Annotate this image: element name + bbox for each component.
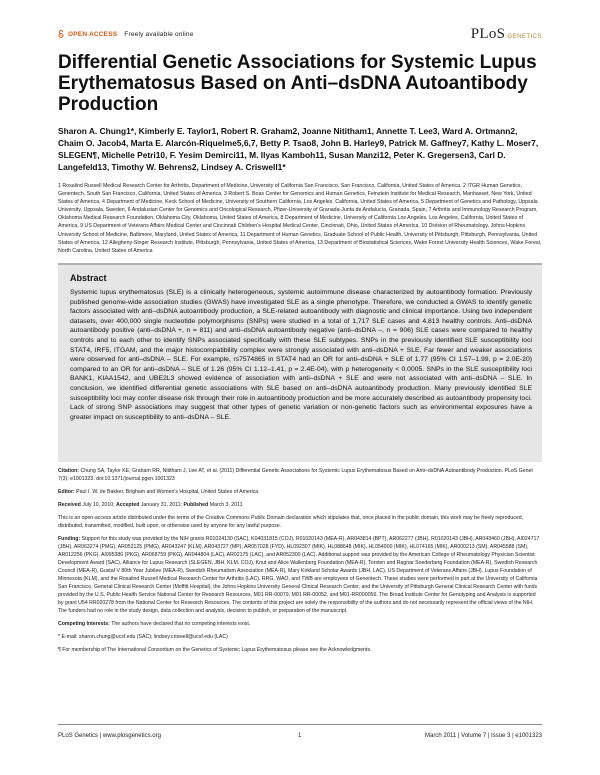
funding-text: Support for this study was provided by the NIH grants R01024130 (SAC), K04031815 (COJ), R01020143 (MEA-R), AR043814 (BPT), AR062277 (JBH), R01020143 (JBH), AR043460 (JBH), AI024717 (JBH), AR063274 (PMG), AR052125 (PMG), AR043247 (KLM), AR043727 (MP), AR057028 (FYD), HL092307 (MIK), HL088648 (MIK), HL054900 (MIK), HL074165 (MIK), AR000213 (SM), AR045588 (SM), AR012256 (PKG), AI095386 (PKG), AR068759 (PKG), AR044804 (LAC), AR02175 (LAC), and AR052300 (LAC). Additional support was provided by the American College of Rheumatology Physician Scientist Development Award (SAC), Alliance for Lupus Research (SLEGEN, JBH, KLM, COJ), Knut and Alice Wallenberg Foundation (MEA-R), Torsten and Ragnar Soederberg Foundation (MEA-R), Swedish Research Council (MEA-R), Gustaf V 80th Year Jubilee (MEA-R), Swedish Rheumatism Association (MEA-R), Mary Kirkland Scholar Awards (JBH, LAC), US Department of Veterans Affairs (JBH), Lupus Foundation of Minnesota (KLM), and the Rosalind Russell Medical Research Center for Arthritis (LAC). RRG, WAO, and TWB are employees of Genentech. These studies were performed in part at the University of California San Francisco, General Clinical Research Center (Moffitt Hospital), the Johns Hopkins University General Clinical Research Center, and the University of Pittsburgh General Clinical Research Center with funds provided by the U.S. Public Health Service National Center for Research Resources, M01 RR-00079, M01 RR-00052, and M01-RR000056. The Broad Institute Center for Genotyping and Analysis is supported by grant U54 RR020278 from the National Center for Research Resources. The contents of this project are solely the responsibility of the authors and do not necessarily represent the official views of the NIH. The funders had no role in the study design, data collection and analysis, decision to publish, or preparation of the manuscript. bbox=[58, 536, 540, 614]
published-label: Published bbox=[183, 502, 209, 508]
abstract-box bbox=[58, 263, 542, 462]
open-access-badge bbox=[58, 30, 194, 38]
competing-interests bbox=[58, 620, 542, 628]
article-metadata bbox=[58, 467, 542, 659]
affiliations: 1 Rosalind Russell Medical Research Center for Arthritis, Department of Medicine, University of California San Francisco, San Francisco, California, United States of America, 2 ITGR Human Genetics, Genentech, South San Francisco, California, United States of America, 3 Robert S. Boas Center for Genomics and Human Genetics, Feinstein Institute for Medical Research, Manhasset, New York, United States of America, 4 Department of Medicine, Keck School of Medicine, University of Southern California, Los Angeles, California, United States of America, 5 Department of Genetics and Pathology, Uppsala University, Uppsala, Sweden, 6 Andalusian Center for Genomics and Oncological Research, Pfizer-University of Granada-Junta de Andalucía, Granada, Spain, 7 Arthritis and Immunology Research Program, Oklahoma Medical Research Foundation, Oklahoma City, Oklahoma, United States of America, 8 Department of Medicine, University of California Los Angeles, Los Angeles, California, United States of America, 9 US Department of Veterans Affairs Medical Center and Cincinnati Children's Hospital Medical Center, Cincinnati, Ohio, United States of America, 10 Division of Rheumatology, Johns Hopkins University School of Medicine, Baltimore, Maryland, United States of America, 11 Department of Human Genetics, Graduate School of Public Health, University of Pittsburgh, Pittsburgh, Pennsylvania, United States of America, 12 Allegheny-Singer Research Institute, Pittsburgh, Pennsylvania, United States of America, 13 Department of Biostatistical Sciences, Wake Forest University Health Sciences, Wake Forest, North Carolina, United States of America bbox=[58, 183, 542, 254]
open-lock-icon bbox=[58, 30, 64, 38]
author-list: Sharon A. Chung1*, Kimberly E. Taylor1, Robert R. Graham2, Joanne Nititham1, Annette T. Lee3, Ward A. Ortmann2, Chaim O. Jacob4, Marta E. Alarcón-Riquelme5,6,7, Betty P. Tsao8, John B. Harley9, Patrick M. Gaffney7, Kathy L. Moser7, SLEGEN¶, Michelle Petri10, F. Yesim Demirci11, M. Ilyas Kamboh11, Susan Manzi12, Peter K. Gregersen3, Carl D. Langefeld13, Timothy W. Behrens2, Lindsey A. Criswell1* bbox=[58, 126, 539, 172]
editor-text: Paul I. W. de Bakker, Brigham and Women's Hospital, United States of America bbox=[76, 489, 259, 495]
funding bbox=[58, 535, 542, 615]
open-access-label: OPEN ACCESS bbox=[68, 30, 118, 38]
article-title: Differential Genetic Associations for Systemic Lupus Erythematosus Based on Anti–dsDNA Autoantibody Production bbox=[58, 52, 537, 115]
accepted-label: Accepted bbox=[116, 502, 140, 508]
page-number: 1 bbox=[298, 733, 302, 739]
editor bbox=[58, 488, 542, 496]
journal-header bbox=[58, 26, 542, 42]
footer-issue: March 2011 | Volume 7 | Issue 3 | e1001323 bbox=[425, 733, 542, 739]
accepted-date: January 31, 2011; bbox=[140, 502, 182, 508]
received-label: Received bbox=[58, 502, 81, 508]
license-text: This is an open-access article distributed under the terms of the Creative Commons Public Domain declaration which stipulates that, once placed in the public domain, this work may be freely reproduced, distributed, transmitted, modified, built upon, or otherwise used by anyone for any lawful purpose. bbox=[58, 515, 524, 529]
competing-text: The authors have declared that no competing interests exist. bbox=[111, 621, 251, 627]
abstract-heading: Abstract bbox=[70, 273, 107, 283]
competing-label: Competing Interests: bbox=[58, 621, 110, 627]
membership-note: ¶ For membership of The International Consortium on the Genetics of Systemic Lupus Erythematosus please see the Acknowledgments. bbox=[58, 647, 372, 653]
funding-label: Funding: bbox=[58, 536, 81, 542]
published-date: March 3, 2011 bbox=[209, 502, 243, 508]
citation bbox=[58, 467, 542, 483]
journal-logo bbox=[471, 26, 542, 43]
abstract-text: Systemic lupus erythematosus (SLE) is a clinically heterogeneous, systemic autoimmune disease characterized by autoantibody formation. Previously published genome-wide association studies (GWAS) have investigated SLE as a single phenotype. Therefore, we conducted a GWAS to identify genetic factors associated with anti–dsDNA autoantibody production, a SLE-related autoantibody with diagnostic and clinical importance. Using two independent datasets, over 400,000 single nucleotide polymorphisms (SNPs) were studied in a total of 1,717 SLE cases and 4,813 healthy controls. Anti–dsDNA autoantibody positive (anti–dsDNA +, n = 811) and anti–dsDNA autoantibody negative (anti–dsDNA –, n = 906) SLE cases were compared to healthy controls and to each other to identify SNPs associated specifically with these SLE subtypes. SNPs in the previously identified SLE susceptibility loci STAT4, IRF5, ITGAM, and the major histocompatibility complex were strongly associated with anti–dsDNA + SLE. Far fewer and weaker associations were observed for anti–dsDNA – SLE. For example, rs7574865 in STAT4 had an OR for anti–dsDNA + SLE of 1.77 (95% CI 1.57–1.99, p = 2.0E-20) compared to an OR for anti–dsDNA – SLE of 1.26 (95% CI 1.12–1.41, p = 2.4E-04), with p heterogeneity < 0.0005. SNPs in the SLE susceptibility loci BANK1, KIAA1542, and UBE2L3 showed evidence of association with anti–dsDNA + SLE and were not associated with anti–dsDNA – SLE. In conclusion, we identified differential genetic associations with SLE based on anti–dsDNA autoantibody production. Many previously identified SLE susceptibility loci may confer disease risk through their role in autoantibody production and be more accurately described as autoantibody propensity loci. Lack of strong SNP associations may suggest that other types of genetic variation or non-genetic factors such as environmental exposures have a greater impact on susceptibility to anti–dsDNA – SLE. bbox=[70, 289, 532, 421]
footer-journal: PLoS Genetics | www.plosgenetics.org bbox=[58, 733, 161, 739]
editor-label: Editor: bbox=[58, 489, 75, 495]
received-date: July 10, 2010; bbox=[82, 502, 115, 508]
page-footer bbox=[58, 733, 542, 739]
article-dates bbox=[58, 501, 542, 509]
contact-email: * E-mail: sharon.chung@ucsf.edu (SAC); lindsey.criswell@ucsf.edu (LAC) bbox=[58, 634, 228, 640]
freely-available-label: Freely available online bbox=[124, 30, 194, 38]
journal-logo-main: PLoS bbox=[470, 25, 506, 42]
journal-logo-sub: GENETICS bbox=[507, 33, 542, 40]
citation-label: Citation: bbox=[58, 468, 80, 474]
citation-text: Chung SA, Taylor KE, Graham RR, Nititham J, Lee AT, et al. (2011) Differential Genetic Associations for Systemic Lupus Erythematosus Based on Anti–dsDNA Autoantibody Production. PLoS Genet 7(3): e1001323. doi:10.1371/journal.pgen.1001323 bbox=[58, 468, 533, 482]
footer-divider bbox=[58, 724, 542, 725]
